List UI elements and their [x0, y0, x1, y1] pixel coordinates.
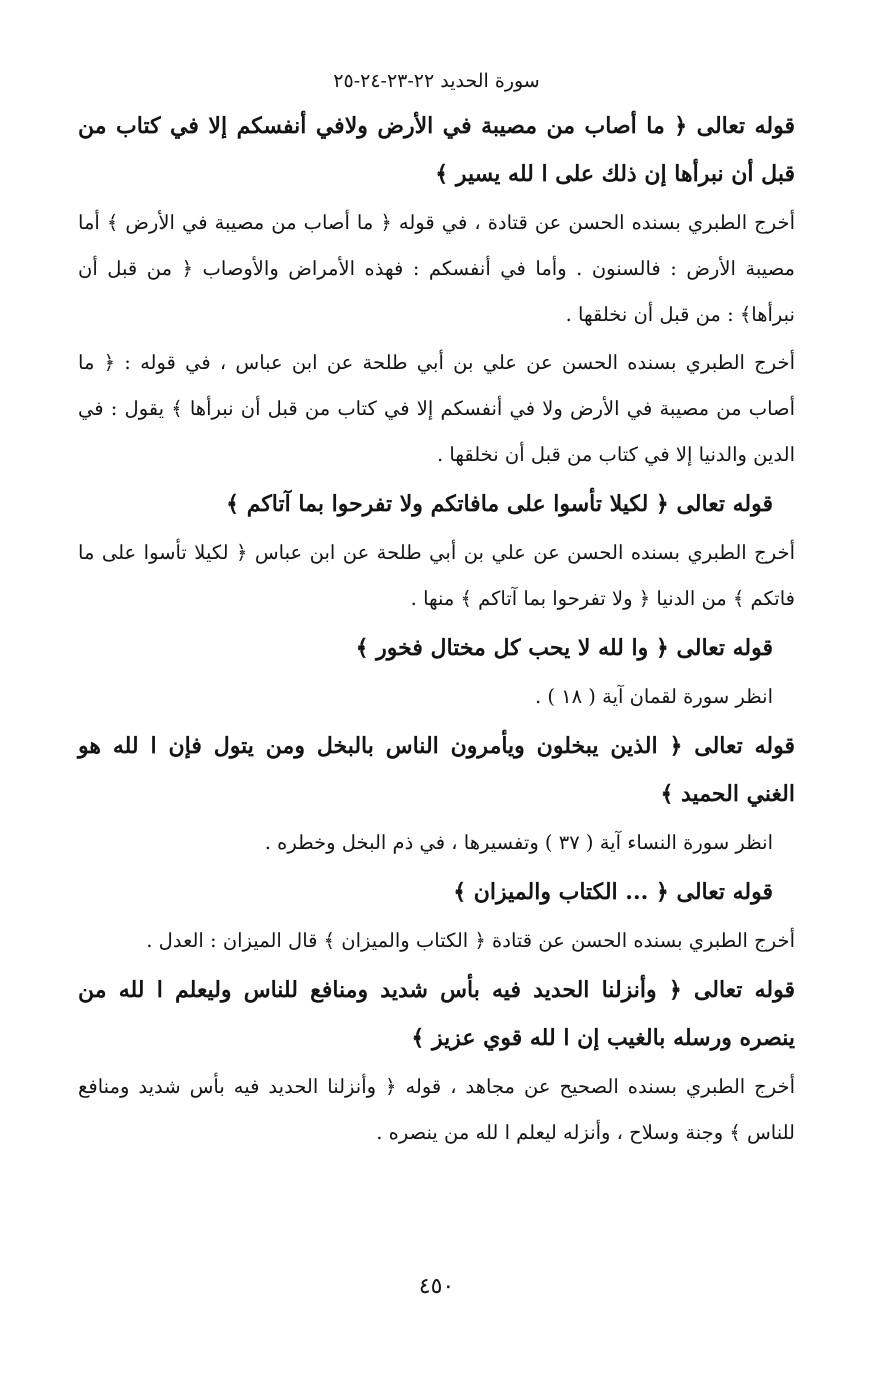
verse-heading: قوله تعالى ﴿ وأنزلنا الحديد فيه بأس شديد ومنافع للناس وليعلم ا لله من ينصره ورسله بالغيب إن ا لله قوي عزيز ﴾ — [78, 977, 795, 1051]
page-number: ٤٥٠ — [418, 1274, 455, 1299]
cross-reference: انظر سورة لقمان آية ( ١٨ ) . — [534, 685, 773, 708]
cross-reference: انظر سورة النساء آية ( ٣٧ ) وتفسيرها ، في ذم البخل وخطره . — [264, 831, 773, 854]
verse-heading: قوله تعالى ﴿ ... الكتاب والميزان ﴾ — [453, 879, 773, 905]
page-body — [78, 102, 795, 1158]
commentary-paragraph: أخرج الطبري بسنده الحسن عن علي بن أبي طلحة عن ابن عباس ﴿ لكيلا تأسوا على ما فاتكم ﴾ من الدنيا ﴿ ولا تفرحوا بما آتاكم ﴾ منها . — [78, 541, 795, 610]
commentary-paragraph: أخرج الطبري بسنده الحسن عن علي بن أبي طلحة عن ابن عباس ، في قوله : ﴿ ما أصاب من مصيبة في الأرض ولا في أنفسكم إلا في كتاب من قبل أن نبرأها ﴾ يقول : في الدين والدنيا إلا في كتاب من قبل أن نخلقها . — [78, 351, 795, 466]
verse-heading: قوله تعالى ﴿ وا لله لا يحب كل مختال فخور ﴾ — [355, 635, 773, 661]
verse-heading: قوله تعالى ﴿ لكيلا تأسوا على مافاتكم ولا تفرحوا بما آتاكم ﴾ — [226, 491, 773, 517]
verse-heading: قوله تعالى ﴿ الذين يبخلون ويأمرون الناس بالبخل ومن يتول فإن ا لله هو الغني الحميد ﴾ — [78, 733, 795, 807]
page — [78, 0, 795, 1379]
verse-heading: قوله تعالى ﴿ ما أصاب من مصيبة في الأرض ولافي أنفسكم إلا في كتاب من قبل أن نبرأها إن ذلك على ا لله يسير ﴾ — [78, 113, 795, 187]
commentary-paragraph: أخرج الطبري بسنده الصحيح عن مجاهد ، قوله ﴿ وأنزلنا الحديد فيه بأس شديد ومنافع للناس ﴾ وجنة وسلاح ، وأنزله ليعلم ا لله من ينصره . — [78, 1075, 795, 1144]
commentary-paragraph: أخرج الطبري بسنده الحسن عن قتادة ، في قوله ﴿ ما أصاب من مصيبة في الأرض ﴾ أما مصيبة الأرض : فالسنون . وأما في أنفسكم : فهذه الأمراض والأوصاب ﴿ من قبل أن نبرأها﴾ : من قبل أن نخلقها . — [78, 211, 795, 326]
commentary-paragraph: أخرج الطبري بسنده الحسن عن قتادة ﴿ الكتاب والميزان ﴾ قال الميزان : العدل . — [146, 929, 795, 952]
page-header: سورة الحديد ٢٢-٢٣-٢٤-٢٥ — [333, 70, 540, 92]
